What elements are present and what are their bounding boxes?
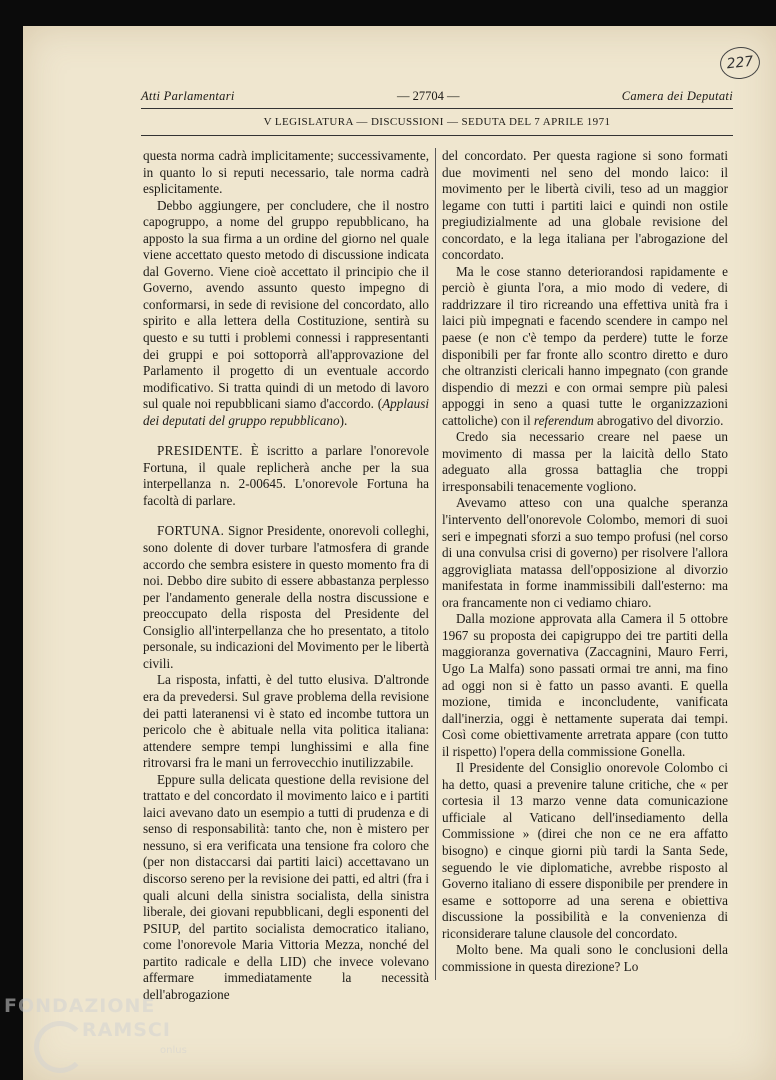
left-paragraph-2-end: ). <box>339 412 348 428</box>
running-header <box>141 89 733 104</box>
fondazione-gramsci-watermark <box>0 993 210 1073</box>
right-paragraph-3: Credo sia necessario creare nel paese un movimento di massa per la laicità dello Stato adeguato alla grossa battaglia che troppi irresponsabili tenacemente vogliono. <box>442 429 728 494</box>
referendum-italic: referendum <box>533 412 594 428</box>
right-paragraph-4: Avevamo atteso con una qualche speranza l'intervento dell'onorevole Colombo, memori di suoi seri e impegnati sforzi a suo tempo profusi (nel corso di una convulsa crisi di governo) per risolvere l'allora aggrovigliata matassa dell'opposizione al divorzio manifestata in forme inammissibili dall'esterno: ma ora francamente non ci vediamo chiaro. <box>442 495 728 610</box>
header-left: Atti Parlamentari <box>141 89 235 103</box>
applause-note: Applausi dei deputati del gruppo repubblicano <box>143 396 429 428</box>
header-page-number: — 27704 — <box>396 89 460 103</box>
right-paragraph-5: Dalla mozione approvata alla Camera il 5 ottobre 1967 su proposta dei capigruppo dei tre partiti della maggioranza governativa (Zaccagnini, Mauro Ferri, Ugo La Malfa) sono passati ormai tre anni, ma fino ad oggi non si è fatto un passo avanti. E quella mozione, timida e inconcludente, vanificata dall'inerzia, oggi è nettamente superata dai tempi. Così come obiettivamente arretrata appare (con tutto il rispetto) l'opera della commissione Gonella. <box>442 611 728 759</box>
right-paragraph-6: Il Presidente del Consiglio onorevole Colombo ci ha detto, quasi a prevenire talune critiche, che « per cortesia il 13 marzo venne data comunicazione ufficiale al Vaticano dell'insediamento della Commissione » (direi che non ce ne era affatto bisogno) e cinque giorni più tardi la Santa Sede, seguendo le vie diplomatiche, avrebbe risposto al Governo italiano di essere disponibile per prendere in esame e sottoporre ad una serena e obiettiva discussione la possibilità e la convenienza di riconsiderare talune clausole del concordato. <box>442 760 728 941</box>
watermark-line-3: onlus <box>160 1045 187 1056</box>
left-paragraph-2-text: Debbo aggiungere, per concludere, che il nostro capogruppo, a nome del gruppo repubblicano, ha apposto la sua firma a un ordine del giorno nel quale viene accettato questo metodo di discussione indicata dal Governo. Viene cioè accettato il principio che il Governo, avendo assunto questo impegno di conformarsi, in sede di revisione del concordato, allo spirito e alla lettera della Costituzione, sentirà su questo e su tutti i problemi connessi i rappresentanti dei gruppi e poi sottoporrà all'approvazione del Parlamento il progetto di un eventuale accordo modificativo. Si tratta quindi di un metodo di lavoro sul quale noi repubblicani siamo d'accordo. ( <box>143 197 429 412</box>
left-paragraph-4 <box>143 523 429 672</box>
right-paragraph-2 <box>442 264 728 429</box>
left-paragraph-6: Eppure sulla delicata questione della revisione del trattato e del concordato il movimento laico e i partiti laici avevano dato un esempio a tutti di prudenza e di senso di responsabilità: tanto che, non è mistero per nessuno, si era verificata una tensione fra coloro che (per non distaccarsi dai partiti laici) accettavano un discorso sereno per la revisione dei patti, ed altri (fra i quali alcuni della sinistra socialista, della sinistra liberale, dei giovani repubblicani, degli esponenti del PSIUP, del partito socialista democratico italiano, come l'onorevole Maria Vittoria Mezza, nonché del partito radicale e della LID) che invece volevano affermare immediatamente la necessità dell'abrogazione <box>143 771 429 1002</box>
right-paragraph-1: del concordato. Per questa ragione si sono formati due movimenti nel seno del mondo laico: il movimento per le libertà civili, teso ad un maggior legame con tutti i partiti laici e quindi non ostile pregiudizialmente ad una globale revisione del concordato, e la lega italiana per l'abrogazione del concordato. <box>442 148 728 263</box>
speaker-fortuna: FORTUNA. <box>157 523 225 539</box>
column-divider <box>435 148 436 980</box>
watermark-line-1: FONDAZIONE <box>4 995 156 1017</box>
header-right: Camera dei Deputati <box>621 89 733 103</box>
left-paragraph-2 <box>143 198 429 430</box>
left-paragraph-3 <box>143 443 429 509</box>
header-divider <box>141 108 733 109</box>
watermark-g-logo-icon <box>34 1021 86 1073</box>
document-page <box>23 26 776 1080</box>
session-divider <box>141 135 733 136</box>
right-paragraph-7: Molto bene. Ma quali sono le conclusioni della commissione in questa direzione? Lo <box>442 942 728 974</box>
watermark-line-2: RAMSCI <box>82 1019 171 1041</box>
handwritten-page-number: 227 <box>718 45 761 81</box>
speaker-presidente: PRESIDENTE. <box>157 443 243 459</box>
left-paragraph-3-text: È iscritto a parlare l'onorevole Fortuna, il quale replicherà anche per la sua interpellanza n. 2-00645. L'onorevole Fortuna ha facoltà di parlare. <box>143 443 429 508</box>
left-paragraph-4-text: Signor Presidente, onorevoli colleghi, sono dolente di dover turbare l'atmosfera di grande accordo che sembra esistere in questo momento fra di noi. Debbo dire subito di essere abbastanza perplesso per l'andamento generale della nostra discussione e preoccupato della risposta del Presidente del Consiglio all'interpellanza che ho presentato, a titolo personale, su indicazioni del Movimento per le libertà civili. <box>143 523 429 671</box>
left-paragraph-1: questa norma cadrà implicitamente; successivamente, in quanto lo si reputi necessario, tale norma cadrà esplicitamente. <box>143 148 429 197</box>
left-column <box>143 148 429 1002</box>
left-paragraph-5: La risposta, infatti, è del tutto elusiva. D'altronde era da prevedersi. Sul grave problema della revisione dei patti lateranensi vi è stato ed incombe tuttora un pericolo che è abituale nella vita politica italiana: attendere sempre tempi lunghissimi e alla fine ritrovarsi fra le mani un ferrovecchio inutilizzabile. <box>143 672 429 771</box>
right-paragraph-2-end: abrogativo del divorzio. <box>593 412 724 428</box>
right-column <box>442 148 728 988</box>
right-paragraph-2-text: Ma le cose stanno deteriorandosi rapidamente e perciò è giunta l'ora, a mio modo di vedere, di raddrizzare il tiro ricreando una effettiva unità fra i laici più impegnati e facendo scendere in campo nel paese (e non c'è tempo da perdere) tutte le forze disponibili per far fronte allo scontro diretto e duro che oltranzisti clericali hanno impegnato (con grande dispendio di mezzi e con ormai sempre più palesi appoggi in seno a quasi tutte le organizzazioni cattoliche) con il <box>442 263 728 428</box>
session-line: V LEGISLATURA — DISCUSSIONI — SEDUTA DEL 7 APRILE 1971 <box>263 116 611 128</box>
